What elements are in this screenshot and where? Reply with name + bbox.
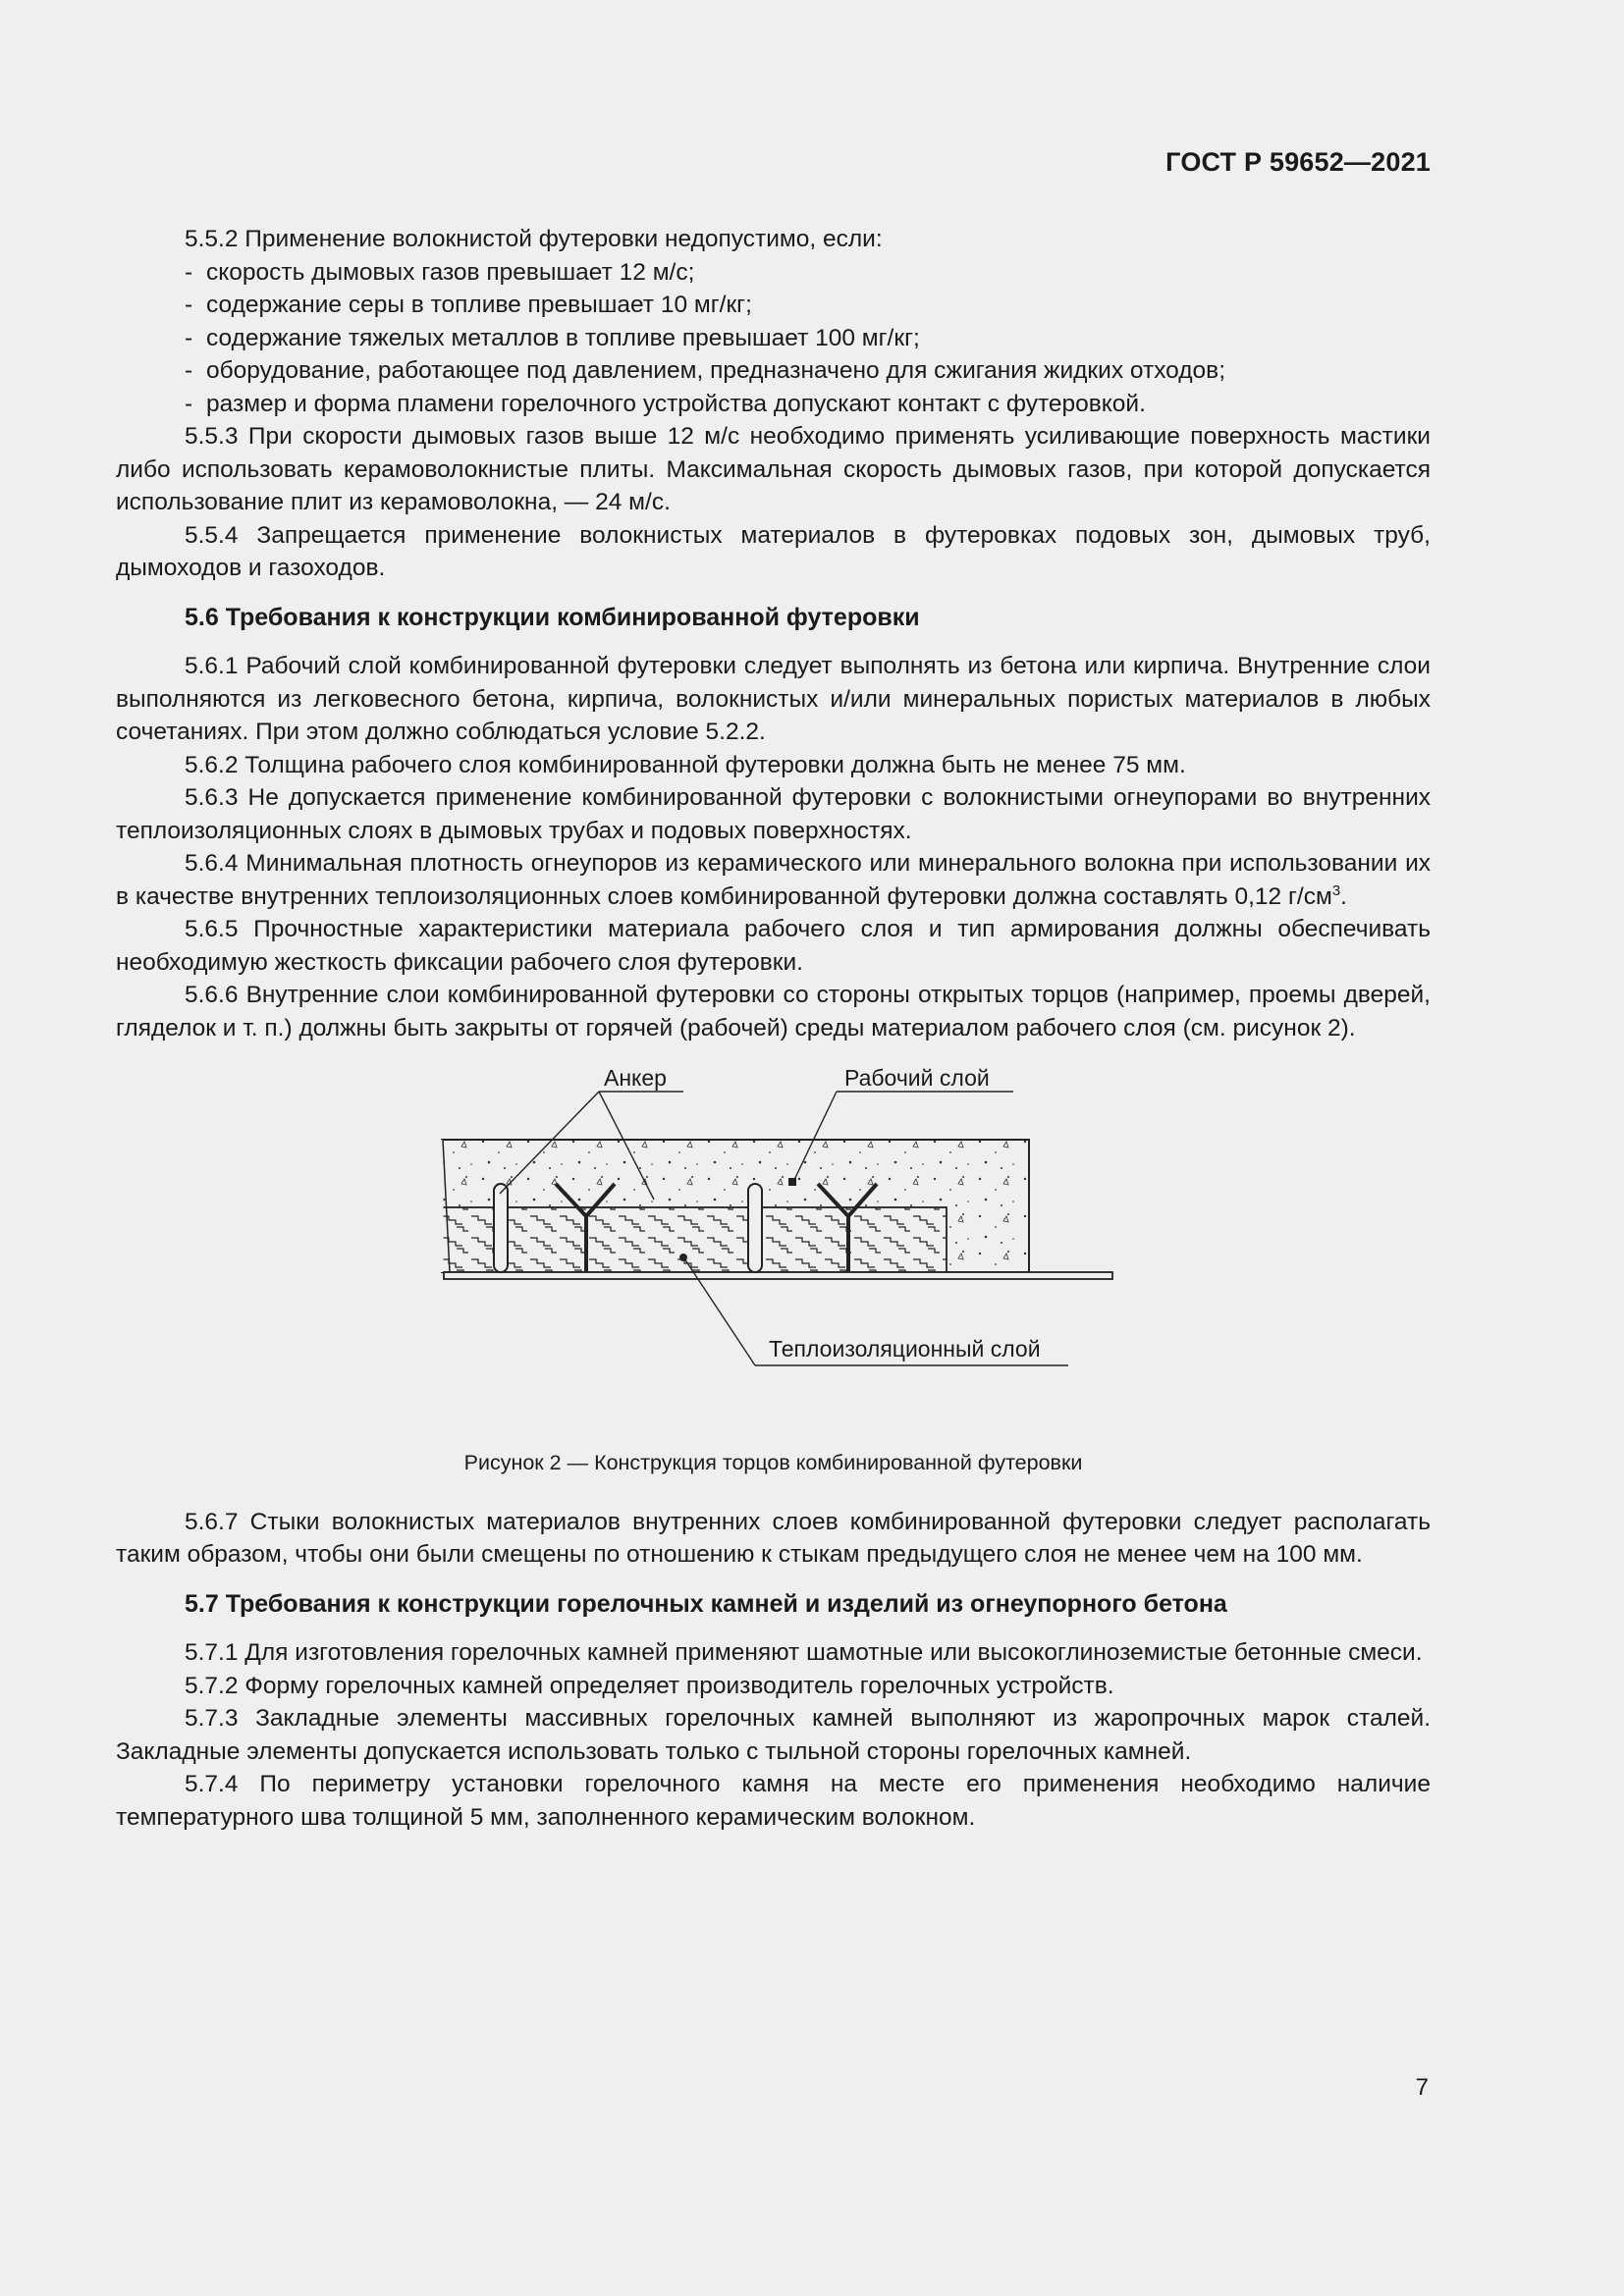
clause-5-6-2: 5.6.2 Толщина рабочего слоя комбинированной футеровки должна быть не менее 75 мм. bbox=[185, 751, 1186, 778]
clause-5-6-6: 5.6.6 Внутренние слои комбинированной футеровки со стороны открытых торцов (например, проемы дверей, гляделок и т. п.) должны быть закрыты от горячей (рабочей) среды материалом рабочего слоя (см. рисунок 2). bbox=[116, 982, 1431, 1041]
list-item-text: размер и форма пламени горелочного устройства допускают контакт с футеровкой. bbox=[206, 390, 1146, 417]
clause-5-6-4 bbox=[116, 847, 1431, 913]
standard-designation: ГОСТ Р 59652—2021 bbox=[1165, 147, 1431, 177]
list-item bbox=[116, 289, 1431, 322]
body-text bbox=[116, 223, 1431, 1834]
list-item-text: содержание тяжелых металлов в топливе превышает 100 мг/кг; bbox=[206, 324, 920, 351]
figure-caption: Рисунок 2 — Конструкция торцов комбинированной футеровки bbox=[463, 1451, 1083, 1474]
label-working-layer: Рабочий слой bbox=[844, 1065, 990, 1091]
clause-5-5-4: 5.5.4 Запрещается применение волокнистых материалов в футеровках подовых зон, дымовых труб, дымоходов и газоходов. bbox=[116, 521, 1431, 581]
page-number: 7 bbox=[1415, 2074, 1429, 2101]
list-item bbox=[116, 322, 1431, 355]
list-dash: - bbox=[185, 390, 193, 417]
list-item bbox=[116, 388, 1431, 421]
list-dash: - bbox=[185, 324, 193, 351]
clause-5-7-2: 5.7.2 Форму горелочных камней определяет производитель горелочных устройств. bbox=[185, 1672, 1114, 1699]
clause-5-7-3: 5.7.3 Закладные элементы массивных горелочных камней выполняют из жаропрочных марок сталей. Закладные элементы допускается использовать только с тыльной стороны горелочных камней. bbox=[116, 1705, 1431, 1765]
list-item bbox=[116, 354, 1431, 388]
pin-anchor bbox=[494, 1184, 508, 1272]
clause-5-6-5: 5.6.5 Прочностные характеристики материала рабочего слоя и тип армирования должны обеспечивать необходимую жесткость фиксации рабочего слоя футеровки. bbox=[116, 916, 1431, 976]
clause-5-6-1: 5.6.1 Рабочий слой комбинированной футеровки следует выполнять из бетона или кирпича. Внутренние слои выполняются из легковесного бетона, кирпича, волокнистых и/или минеральных пористых материалов в любых сочетаниях. При этом должно соблюдаться условие 5.2.2. bbox=[116, 653, 1431, 745]
figure-2 bbox=[116, 1060, 1431, 1443]
insulation-hatch bbox=[442, 1207, 947, 1272]
clause-5-7-4: 5.7.4 По периметру установки горелочного камня на месте его применения необходимо наличие температурного шва толщиной 5 мм, заполненного керамическим волокном. bbox=[116, 1771, 1431, 1831]
clause-5-6-3: 5.6.3 Не допускается применение комбинированной футеровки с волокнистыми огнеупорами во внутренних теплоизоляционных слоях в дымовых трубах и подовых поверхностях. bbox=[116, 784, 1431, 844]
clause-5-6-4-text: 5.6.4 Минимальная плотность огнеупоров из керамического или минерального волокна при использовании их в качестве внутренних теплоизоляционных слоев комбинированной футеровки должна составлять 0,12 г/см bbox=[116, 850, 1431, 910]
lining-diagram bbox=[116, 1060, 1431, 1443]
list-item-text: содержание серы в топливе превышает 10 мг/кг; bbox=[206, 292, 752, 318]
leader-dot bbox=[788, 1178, 796, 1186]
label-anchor: Анкер bbox=[604, 1065, 667, 1091]
pin-anchor bbox=[748, 1184, 762, 1272]
clause-5-6-4-end: . bbox=[1340, 882, 1347, 910]
clause-5-5-2: 5.5.2 Применение волокнистой футеровки недопустимо, если: bbox=[185, 226, 883, 252]
list-dash: - bbox=[185, 357, 193, 384]
list-dash: - bbox=[185, 292, 193, 318]
superscript: 3 bbox=[1331, 881, 1341, 899]
clause-5-5-3: 5.5.3 При скорости дымовых газов выше 12 м/с необходимо применять усиливающие поверхность мастики либо использовать керамоволокнистые плиты. Максимальная скорость дымовых газов, при которой допускается использование плит из керамоволокна, — 24 м/с. bbox=[116, 423, 1431, 515]
clause-5-6-7: 5.6.7 Стыки волокнистых материалов внутренних слоев комбинированной футеровки следует располагать таким образом, чтобы они были смещены по отношению к стыкам предыдущего слоя не менее чем на 100 мм. bbox=[116, 1508, 1431, 1568]
section-heading-5-6: 5.6 Требования к конструкции комбинированной футеровки bbox=[185, 603, 920, 631]
list-item-text: скорость дымовых газов превышает 12 м/с; bbox=[206, 258, 695, 286]
section-heading-5-7: 5.7 Требования к конструкции горелочных камней и изделий из огнеупорного бетона bbox=[185, 1589, 1227, 1618]
clause-5-7-1: 5.7.1 Для изготовления горелочных камней применяют шамотные или высокоглиноземистые бетонные смеси. bbox=[185, 1639, 1423, 1666]
label-insulation-layer: Теплоизоляционный слой bbox=[769, 1336, 1041, 1362]
list-dash: - bbox=[185, 258, 193, 286]
steel-casing bbox=[444, 1272, 1112, 1279]
leader-dot bbox=[679, 1254, 687, 1261]
list-item bbox=[116, 256, 1431, 290]
list-item-text: оборудование, работающее под давлением, предназначено для сжигания жидких отходов; bbox=[206, 357, 1226, 384]
